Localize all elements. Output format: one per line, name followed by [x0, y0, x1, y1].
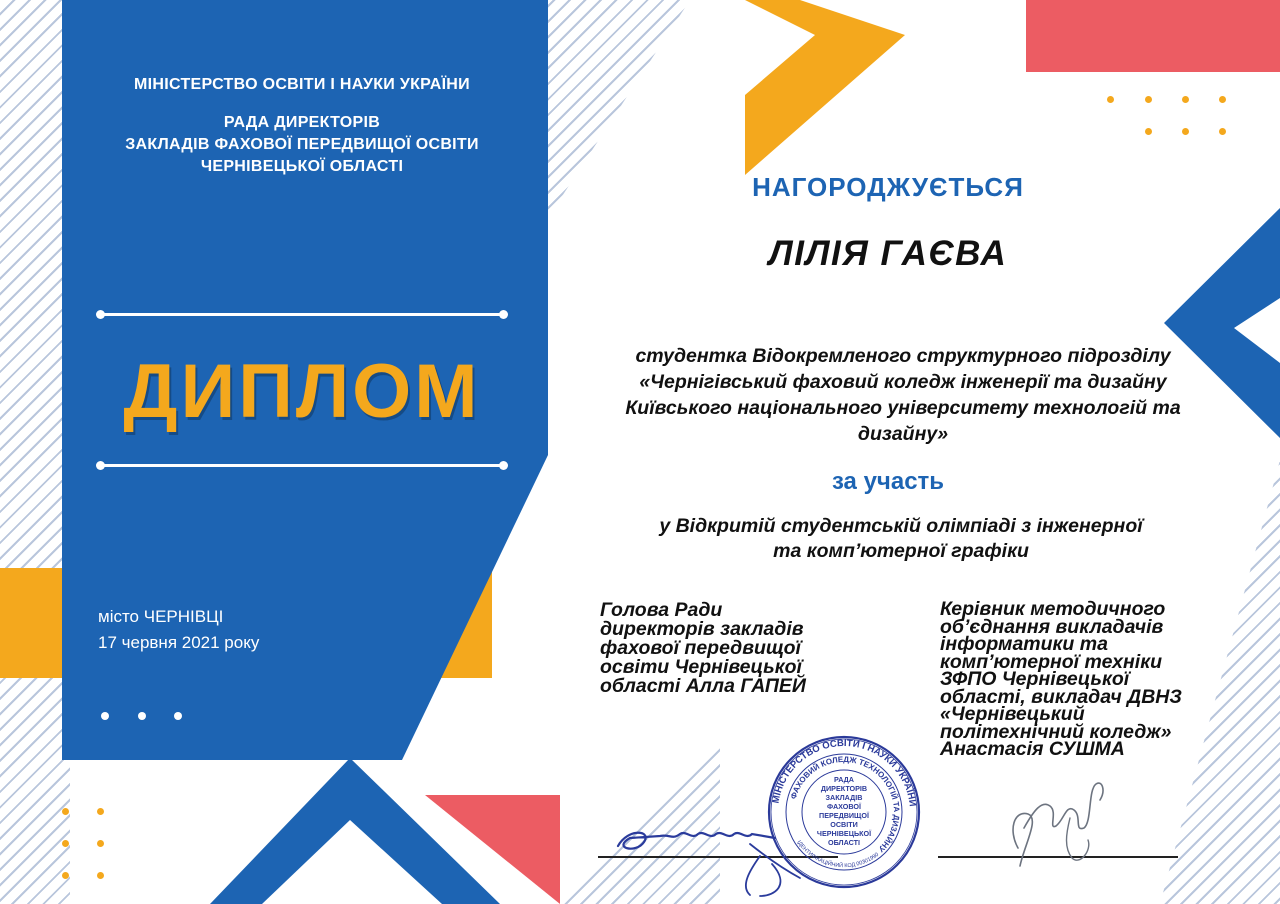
signatory-line: політехнічний коледж» — [940, 720, 1172, 743]
decor-dot — [101, 712, 109, 720]
decor-dot — [62, 808, 69, 815]
decor-dot — [1107, 96, 1114, 103]
seal-center-line: ФАХОВОЇ — [827, 802, 861, 811]
signatory-line: області Алла ГАПЕЙ — [600, 675, 806, 697]
signatory-line: об’єднання викладачів — [940, 615, 1164, 638]
decor-dot — [1219, 128, 1226, 135]
decor-dot — [62, 840, 69, 847]
signatory-line: інформатики та — [940, 633, 1108, 655]
council-line: ЗАКЛАДІВ ФАХОВОЇ ПЕРЕДВИЩОЇ ОСВІТИ — [125, 136, 479, 153]
olympiad-line: та комп’ютерної графіки — [773, 540, 1029, 562]
awarded-heading: НАГОРОДЖУЄТЬСЯ — [752, 172, 1024, 202]
signature-right-image — [1000, 770, 1120, 880]
seal-center-line: ОБЛАСТІ — [827, 838, 861, 847]
decor-dot — [174, 712, 182, 720]
place-date — [98, 604, 259, 656]
council-line: ЧЕРНІВЕЦЬКОЇ ОБЛАСТІ — [200, 158, 404, 175]
seal-center-line: ПЕРЕДВИЩОЇ — [819, 811, 869, 820]
decor-dot — [1145, 96, 1152, 103]
seal-center-line: ЧЕРНІВЕЦЬКОЇ — [816, 829, 872, 838]
decor-dot — [97, 872, 104, 879]
stripe-pattern-top — [540, 0, 690, 230]
signatory-line: області, викладач ДВНЗ — [940, 685, 1182, 708]
recipient-name: ЛІЛІЯ ГАЄВА — [768, 234, 1008, 273]
divider-top — [100, 313, 504, 316]
signatory-line: освіти Чернівецької — [600, 656, 802, 678]
signatory-line: ЗФПО Чернівецької — [940, 668, 1130, 690]
seal-center-line: ЗАКЛАДІВ — [825, 793, 863, 802]
participation-heading: за участь — [831, 468, 945, 495]
decor-dot — [1219, 96, 1226, 103]
seal-inner-text: ФАХОВИЙ КОЛЕДЖ ТЕХНОЛОГІЙ ТА ДИЗАЙНУ — [788, 754, 902, 854]
ministry-heading: МІНІСТЕРСТВО ОСВІТИ І НАУКИ УКРАЇНИ — [134, 76, 470, 93]
seal-outer-text: МІНІСТЕРСТВО ОСВІТИ І НАУКИ УКРАЇНИ — [770, 737, 918, 808]
diploma-title: ДИПЛОМ — [123, 349, 481, 434]
seal-code-text: ІДЕНТИФІКАЦІЙНИЙ КОД 00301990 — [795, 839, 881, 870]
signatory-line: Голова Ради — [600, 599, 723, 621]
signatory-council-head — [600, 601, 806, 696]
description-line: дизайну» — [857, 423, 949, 445]
description-line: студентка Відокремленого структурного підрозділу — [635, 345, 1171, 367]
decor-dot — [1182, 128, 1189, 135]
council-heading — [62, 112, 542, 178]
city: місто ЧЕРНІВЦІ — [98, 607, 224, 626]
decor-dot — [97, 808, 104, 815]
decor-dot — [1145, 128, 1152, 135]
signatory-line: Анастасія СУШМА — [940, 738, 1125, 760]
issue-date: 17 червня 2021 року — [98, 633, 260, 652]
signatory-methodical-head — [940, 598, 1182, 760]
divider-bottom — [100, 464, 504, 467]
signatory-line: директорів закладів — [600, 618, 804, 640]
stripe-pattern-left — [0, 0, 70, 904]
decor-dot — [62, 872, 69, 879]
red-rectangle — [1026, 0, 1280, 72]
signatory-line: Керівник методичного — [940, 598, 1166, 620]
olympiad-line: у Відкритій студентській олімпіаді з інженерної — [659, 515, 1143, 537]
signatory-line: «Чернівецький — [940, 703, 1085, 725]
description-line: «Чернігівський фаховий коледж інженерії та дизайну — [639, 371, 1167, 393]
signatory-line: фахової передвищої — [600, 637, 801, 659]
student-description — [578, 343, 1228, 447]
olympiad-description — [600, 514, 1202, 564]
decor-dot — [1182, 96, 1189, 103]
signatory-line: комп’ютерної техніки — [940, 650, 1163, 673]
council-line: РАДА ДИРЕКТОРІВ — [223, 114, 381, 131]
seal-center-line: РАДА — [834, 775, 854, 784]
decor-dot — [138, 712, 146, 720]
decor-dot — [97, 840, 104, 847]
orange-chevron-shape — [745, 0, 905, 175]
description-line: Київського національного університету технологій та — [625, 397, 1181, 419]
seal-center-line: ДИРЕКТОРІВ — [820, 784, 868, 793]
official-seal — [766, 734, 922, 890]
seal-center-line: ОСВІТИ — [830, 820, 858, 829]
